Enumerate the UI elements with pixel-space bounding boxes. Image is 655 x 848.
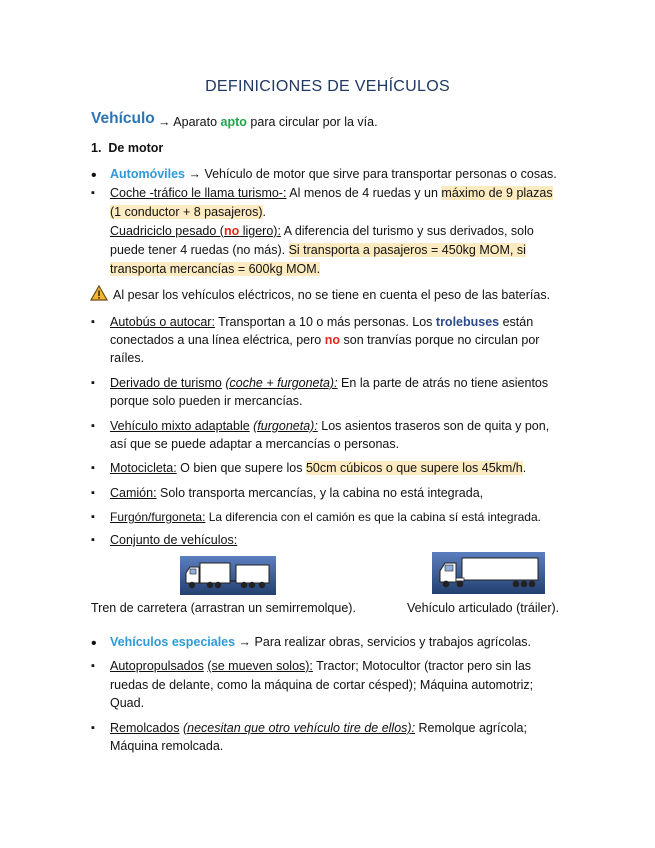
vehiculo-definition: → Aparato apto para circular por la vía. <box>158 115 378 129</box>
warning-icon <box>90 285 108 301</box>
bullet-square: ▪ <box>91 534 95 546</box>
bullet-square: ▪ <box>91 316 95 328</box>
autoprop-item-cont: ruedas de delante, como la máquina de cortar césped); Máquina automotriz; <box>110 678 534 692</box>
automoviles-item: Automóviles → Vehículo de motor que sirve para transportar personas o cosas. <box>110 167 557 181</box>
remolcados-item-cont: Máquina remolcada. <box>110 739 224 753</box>
autoprop-item-cont2: Quad. <box>110 696 145 710</box>
bullet-square: ▪ <box>91 420 95 432</box>
autobus-item-cont: conectados a una línea eléctrica, pero no son tranvías porque no circulan por <box>110 333 540 347</box>
mixto-item-cont: así que se puede adaptar a mercancías o personas. <box>110 437 400 451</box>
derivado-item-cont: porque solo pueden ir mercancías. <box>110 394 303 408</box>
bullet-square: ▪ <box>91 722 95 734</box>
road-train-truck-icon <box>180 556 276 595</box>
camion-item: Camión: Solo transporta mercancías, y la cabina no está integrada, <box>110 486 484 500</box>
bullet-square: ▪ <box>91 660 95 672</box>
bullet-dot: • <box>91 635 97 652</box>
warning-text: Al pesar los vehículos eléctricos, no se tiene en cuenta el peso de las baterías. <box>113 288 551 302</box>
cuadriciclo-item-cont2: transporta mercancías = 600kg MOM. <box>110 262 321 276</box>
conjunto-item: Conjunto de vehículos: <box>110 533 238 547</box>
autoprop-item: Autopropulsados (se mueven solos): Tractor; Motocultor (tractor pero sin las <box>110 659 532 673</box>
bullet-square: ▪ <box>91 187 95 199</box>
bullet-dot: • <box>91 167 97 184</box>
bullet-square: ▪ <box>91 511 95 523</box>
page-title: DEFINICIONES DE VEHÍCULOS <box>205 78 450 95</box>
articulated-caption: Vehículo articulado (tráiler). <box>407 601 560 615</box>
bullet-square: ▪ <box>91 377 95 389</box>
cuadriciclo-item: Cuadriciclo pesado (no ligero): A diferencia del turismo y sus derivados, solo <box>110 224 534 238</box>
cuadriciclo-item-cont: puede tener 4 ruedas (no más). Si transporta a pasajeros = 450kg MOM, si <box>110 243 526 257</box>
especiales-item: Vehículos especiales → Para realizar obras, servicios y trabajos agrícolas. <box>110 635 532 649</box>
moto-item: Motocicleta: O bien que supere los 50cm cúbicos o que supere los 45km/h. <box>110 461 527 475</box>
autobus-item: Autobús o autocar: Transportan a 10 o más personas. Los trolebuses están <box>110 315 534 329</box>
remolcados-item: Remolcados (necesitan que otro vehículo tire de ellos): Remolque agrícola; <box>110 721 527 735</box>
mixto-item: Vehículo mixto adaptable (furgoneta): Los asientos traseros son de quita y pon, <box>110 419 550 433</box>
bullet-square: ▪ <box>91 487 95 499</box>
coche-item-cont: (1 conductor + 8 pasajeros). <box>110 205 266 219</box>
road-train-caption: Tren de carretera (arrastran un semirremolque). <box>91 601 356 615</box>
derivado-item: Derivado de turismo (coche + furgoneta): En la parte de atrás no tiene asientos <box>110 376 549 390</box>
articulated-truck-icon <box>432 552 545 594</box>
furgon-item: Furgón/furgoneta: La diferencia con el camión es que la cabina sí está integrada. <box>110 510 541 524</box>
autobus-item-cont2: raíles. <box>110 351 145 365</box>
coche-item: Coche -tráfico le llama turismo-: Al menos de 4 ruedas y un máximo de 9 plazas <box>110 186 553 200</box>
vehiculo-term: Vehículo <box>91 110 155 127</box>
section-heading: 1. De motor <box>91 141 164 155</box>
bullet-square: ▪ <box>91 462 95 474</box>
